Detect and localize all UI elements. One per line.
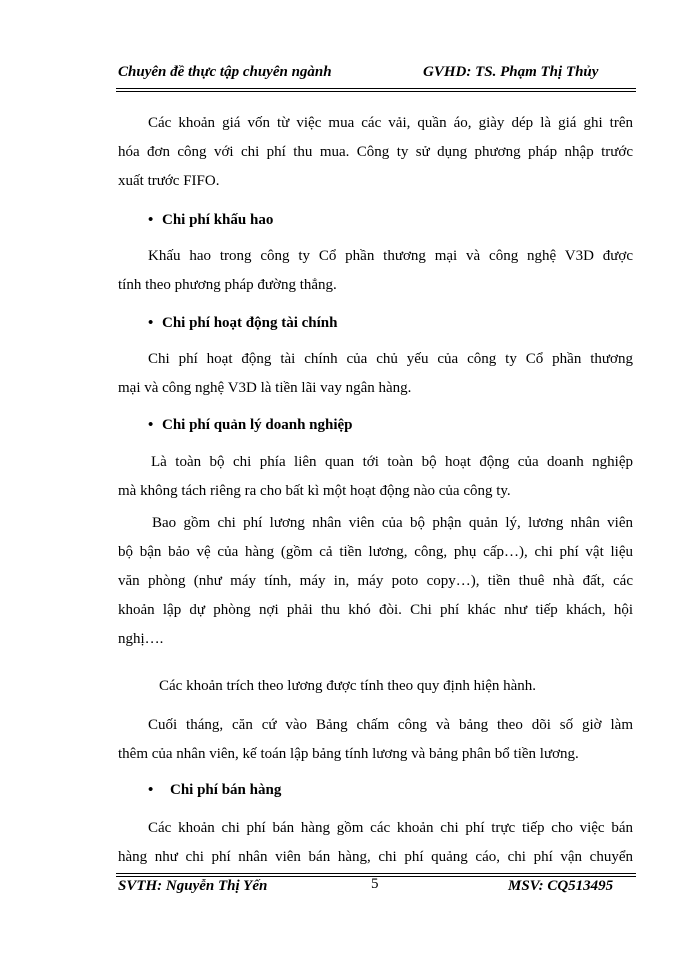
text-line: Cuối tháng, căn cứ vào Bảng chấm công và bảng theo dõi số giờ làm (148, 717, 633, 733)
bullet-icon: • (148, 417, 154, 433)
text-line: Các khoản giá vốn từ việc mua các vải, quần áo, giày dép là giá ghi trên (148, 115, 633, 131)
text-line: khoản lập dự phòng nợi phải thu khó đòi. Chi phí khác như tiếp khách, hội (118, 602, 633, 618)
text-line: hàng như chi phí nhân viên bán hàng, chi phí quảng cáo, chi phí vận chuyển (118, 849, 633, 865)
heading-financial-cost (148, 315, 337, 332)
text-line: mại và công nghệ V3D là tiền lãi vay ngân hàng. (118, 380, 412, 396)
page-number: 5 (371, 876, 379, 892)
paragraph-salary-deductions (118, 672, 633, 701)
text-line: bộ bận bảo vệ của hàng (gồm cả tiền lương, công, phụ cấp…), chi phí vật liệu (118, 544, 633, 560)
text-line: Chi phí hoạt động tài chính của chủ yếu của công ty Cổ phần thương (148, 351, 633, 367)
paragraph-month-end (118, 711, 633, 769)
heading-text: Chi phí quản lý doanh nghiệp (162, 417, 353, 433)
heading-selling-cost (148, 782, 281, 799)
text-line: Khấu hao trong công ty Cổ phần thương mại và công nghệ V3D được (148, 248, 633, 264)
header-rule (116, 88, 636, 92)
text-line: Là toàn bộ chi phía liên quan tới toàn bộ hoạt động của doanh nghiệp (151, 454, 633, 470)
bullet-icon: • (148, 782, 154, 798)
paragraph-admin-cost-items (118, 509, 633, 654)
text-line: Các khoản trích theo lương được tính theo quy định hiện hành. (159, 678, 537, 694)
footer-student: SVTH: Nguyễn Thị Yến (118, 878, 268, 894)
bullet-icon: • (148, 315, 154, 331)
heading-text: Chi phí khấu hao (162, 212, 274, 228)
heading-text: Chi phí hoạt động tài chính (162, 315, 338, 331)
text-line: tính theo phương pháp đường thẳng. (118, 277, 337, 293)
text-line: hóa đơn công với chi phí thu mua. Công ty sử dụng phương pháp nhập trước (118, 144, 633, 160)
paragraph-depreciation (118, 242, 633, 300)
heading-depreciation (148, 212, 273, 229)
header-left: Chuyên đề thực tập chuyên ngành (118, 64, 332, 80)
header-right: GVHD: TS. Phạm Thị Thủy (423, 64, 599, 80)
text-line: nghị…. (118, 631, 164, 647)
text-line: mà không tách riêng ra cho bất kì một hoạt động nào của công ty. (118, 483, 511, 499)
paragraph-cost-of-goods (118, 109, 633, 196)
text-line: Bao gồm chi phí lương nhân viên của bộ phận quản lý, lương nhân viên (152, 515, 633, 531)
text-line: xuất trước FIFO. (118, 173, 220, 189)
heading-admin-cost (148, 417, 353, 434)
paragraph-admin-cost-definition (118, 448, 633, 506)
paragraph-selling-cost (118, 814, 633, 872)
bullet-icon: • (148, 212, 154, 228)
text-line: thêm của nhân viên, kế toán lập bảng tính lương và bảng phân bổ tiền lương. (118, 746, 579, 762)
text-line: Các khoản chi phí bán hàng gồm các khoản chi phí trực tiếp cho việc bán (148, 820, 633, 836)
text-line: văn phòng (như máy tính, máy in, máy poto copy…), tiền thuê nhà đất, các (118, 573, 633, 589)
footer-student-id: MSV: CQ513495 (508, 878, 614, 894)
heading-text: Chi phí bán hàng (170, 782, 282, 798)
paragraph-financial-cost (118, 345, 633, 403)
